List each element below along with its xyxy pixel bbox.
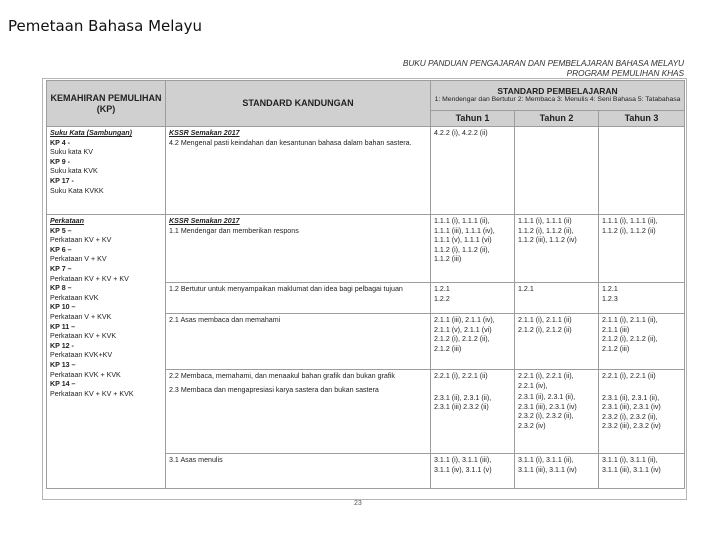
sk-text: 2.2 Membaca, memahami, dan menaakul bahan grafik dan bukan grafik — [169, 372, 395, 380]
tahun-1-cell — [431, 370, 515, 454]
kp-code: KP 7 – — [50, 264, 72, 273]
kp-section-head: Perkataan — [50, 217, 84, 225]
sk-text: 2.3 Membaca dan mengapresiasi karya sastera dan bukan sastera — [169, 385, 379, 394]
sp-code: 3.1.1 (iii), 3.1.1 (iv) — [602, 465, 661, 474]
kp-code: KP 5 – — [50, 226, 72, 235]
sp-code: 1.1.1 (iii), 1.1.1 (iv), — [434, 226, 495, 235]
sp-code: 2.1.1 (iii) — [602, 325, 630, 334]
kp-desc: Suku Kata KVKK — [50, 186, 104, 195]
tahun-2-cell — [515, 127, 599, 215]
header-line: BUKU PANDUAN PENGAJARAN DAN PEMBELAJARAN BAHASA MELAYU — [402, 58, 684, 68]
kp-code: KP 11 – — [50, 322, 76, 331]
sp-title: STANDARD PEMBELAJARAN — [497, 86, 618, 97]
sp-code: 2.3.1 (iii), 2.3.1 (iv) — [518, 402, 577, 411]
sp-code: 2.1.1 (i), 2.1.1 (ii), — [602, 316, 658, 324]
sp-code: 2.3.2 (iii), 2.3.2 (iv) — [602, 422, 661, 431]
header-tahun-1: Tahun 1 — [431, 111, 515, 127]
header-standard-kandungan: STANDARD KANDUNGAN — [166, 81, 431, 127]
sp-code: 1.2.1 — [602, 285, 618, 293]
sk-cell: 1.2 Bertutur untuk menyampaikan maklumat dan idea bagi pelbagai tujuan — [166, 283, 431, 314]
kp-desc: Perkataan KV + KV + KV — [50, 274, 129, 283]
sp-code: 2.2.1 (i), 2.2.1 (ii) — [434, 372, 488, 380]
sp-code: 1.1.2 (i), 1.1.2 (ii), — [518, 226, 574, 235]
sp-code: 3.1.1 (i), 3.1.1 (ii), — [602, 456, 658, 464]
table-row — [47, 127, 685, 215]
sp-code: 2.3.2 (iv) — [518, 421, 546, 430]
sp-code: 3.1.1 (i), 3.1.1 (ii), — [518, 456, 574, 464]
sp-code: 2.3.1 (ii), 2.3.1 (ii), — [602, 393, 660, 402]
sp-code: 1.1.1 (i), 1.1.1 (ii) — [518, 217, 572, 225]
header-tahun-2: Tahun 2 — [515, 111, 599, 127]
sp-code: 1.1.1 (i), 1.1.1 (ii), — [602, 217, 658, 225]
kp-desc: Perkataan KV + KV + KVK — [50, 389, 134, 398]
sp-code: 2.3.2 (i), 2.3.2 (ii), — [602, 412, 658, 421]
kp-cell — [47, 127, 166, 215]
sp-code: 2.1.2 (iii) — [434, 344, 462, 353]
sp-code: 1.1.2 (i), 1.1.2 (ii), — [434, 245, 490, 254]
kp-code: KP 14 – — [50, 380, 76, 389]
kp-desc: Suku kata KV — [50, 148, 93, 157]
sp-code: 2.3.1 (ii), 2.3.1 (ii), — [518, 393, 576, 402]
sk-text: 4.2 Mengenal pasti keindahan dan kesantunan bahasa dalam bahan sastera. — [169, 138, 412, 147]
kp-code: KP 12 - — [50, 341, 74, 350]
header-line: PROGRAM PEMULIHAN KHAS — [566, 67, 684, 78]
sk-cell: 2.1 Asas membaca dan memahami — [166, 314, 431, 370]
sp-code: 2.3.1 (iii), 2.3.1 (iv) — [602, 403, 661, 412]
slide-title: Pemetaan Bahasa Melayu — [8, 17, 202, 35]
tahun-3-cell — [599, 215, 685, 283]
kp-desc: Perkataan KVK+KV — [50, 351, 113, 360]
tahun-3-cell — [599, 454, 685, 489]
kp-code: KP 10 – — [50, 303, 76, 312]
sk-section-head: KSSR Semakan 2017 — [169, 217, 240, 225]
sp-code: 1.2.1 — [518, 285, 534, 293]
sk-section-head: KSSR Semakan 2017 — [169, 129, 240, 137]
sp-code: 1.1.2 (i), 1.1.2 (ii) — [602, 226, 656, 235]
table-row — [47, 215, 685, 283]
kp-desc: Suku kata KVK — [50, 167, 98, 176]
sk-cell — [166, 215, 431, 283]
sp-code: 2.1.2 (iii) — [602, 344, 630, 353]
sp-code: 2.1.2 (i), 2.1.2 (ii), — [602, 335, 658, 344]
tahun-1-cell — [431, 215, 515, 283]
sk-text: 1.1 Mendengar dan memberikan respons — [169, 226, 299, 235]
sp-code: 2.1.1 (i), 2.1.1 (ii) — [518, 316, 572, 324]
spacer — [434, 382, 511, 394]
sk-cell — [166, 370, 431, 454]
kp-desc: Perkataan KV + KVK — [50, 332, 117, 341]
tahun-3-cell — [599, 314, 685, 370]
sp-code: 2.3.1 (iii) 2.3.2 (ii) — [434, 403, 489, 412]
spacer — [602, 382, 681, 394]
tahun-2-cell — [515, 370, 599, 454]
kp-desc: Perkataan KV + KV — [50, 236, 112, 245]
kp-code: KP 17 - — [50, 176, 74, 185]
tahun-1-cell — [431, 283, 515, 314]
kp-code: KP 6 – — [50, 245, 72, 254]
tahun-3-cell — [599, 370, 685, 454]
tahun-2-cell — [515, 314, 599, 370]
sp-code: 2.1.1 (v), 2.1.1 (vi) — [434, 325, 492, 334]
sp-code: 2.2.1 (i), 2.2.1 (ii), — [518, 372, 574, 380]
document-header — [384, 59, 684, 78]
header-tahun-3: Tahun 3 — [599, 111, 685, 127]
sp-code: 3.1.1 (iii), 3.1.1 (iv) — [518, 465, 577, 474]
tahun-2-cell — [515, 454, 599, 489]
sk-cell: 3.1 Asas menulis — [166, 454, 431, 489]
kp-desc: Perkataan KVK + KVK — [50, 370, 121, 379]
header-standard-pembelajaran — [431, 81, 685, 111]
kp-desc: Perkataan KVK — [50, 293, 99, 302]
kp-desc: Perkataan V + KVK — [50, 312, 112, 321]
kp-desc: Perkataan V + KV — [50, 255, 107, 264]
sk-cell — [166, 127, 431, 215]
sp-code: 2.3.2 (i), 2.3.2 (ii), — [518, 412, 574, 421]
mapping-table — [46, 80, 685, 489]
sp-code: 1.2.1 — [434, 285, 450, 293]
tahun-3-cell — [599, 283, 685, 314]
kp-code: KP 9 - — [50, 157, 70, 166]
sp-code: 1.1.2 (iii) — [434, 255, 462, 264]
kp-code: KP 4 - — [50, 138, 70, 147]
sp-code: 2.1.2 (i), 2.1.2 (ii), — [434, 335, 490, 344]
sp-code: 2.2.1 (i), 2.2.1 (ii) — [602, 372, 656, 380]
kp-code: KP 8 – — [50, 284, 72, 293]
sp-code: 1.2.3 — [602, 294, 618, 303]
kp-section-head: Suku Kata (Sambungan) — [50, 129, 132, 137]
sp-code: 2.1.2 (i), 2.1.2 (ii) — [518, 325, 572, 334]
sp-code: 1.2.2 — [434, 294, 450, 303]
tahun-2-cell — [515, 215, 599, 283]
kp-cell — [47, 215, 166, 489]
sp-subtitle: 1: Mendengar dan Bertutur 2: Membaca 3: Menulis 4: Seni Bahasa 5: Tatabahasa — [434, 96, 681, 104]
header-kemahiran: KEMAHIRAN PEMULIHAN (KP) — [47, 81, 166, 127]
page-number: 23 — [354, 500, 362, 507]
sp-code: 2.2.1 (iv), — [518, 381, 548, 390]
sp-code: 2.1.1 (iii), 2.1.1 (iv), — [434, 316, 495, 324]
kp-code: KP 13 – — [50, 360, 76, 369]
sp-code: 1.1.2 (iii), 1.1.2 (iv) — [518, 236, 577, 245]
sp-code: 2.3.1 (ii), 2.3.1 (ii), — [434, 393, 492, 402]
sp-code: 1.1.1 (i), 1.1.1 (ii), — [434, 217, 490, 225]
tahun-1-cell: 4.2.2 (i), 4.2.2 (ii) — [431, 127, 515, 215]
tahun-3-cell — [599, 127, 685, 215]
tahun-2-cell — [515, 283, 599, 314]
sp-code: 3.1.1 (i), 3.1.1 (iii), — [434, 456, 492, 464]
sp-code: 3.1.1 (iv), 3.1.1 (v) — [434, 465, 492, 474]
sp-code: 1.1.1 (v), 1.1.1 (vi) — [434, 236, 492, 245]
tahun-1-cell — [431, 314, 515, 370]
tahun-1-cell — [431, 454, 515, 489]
